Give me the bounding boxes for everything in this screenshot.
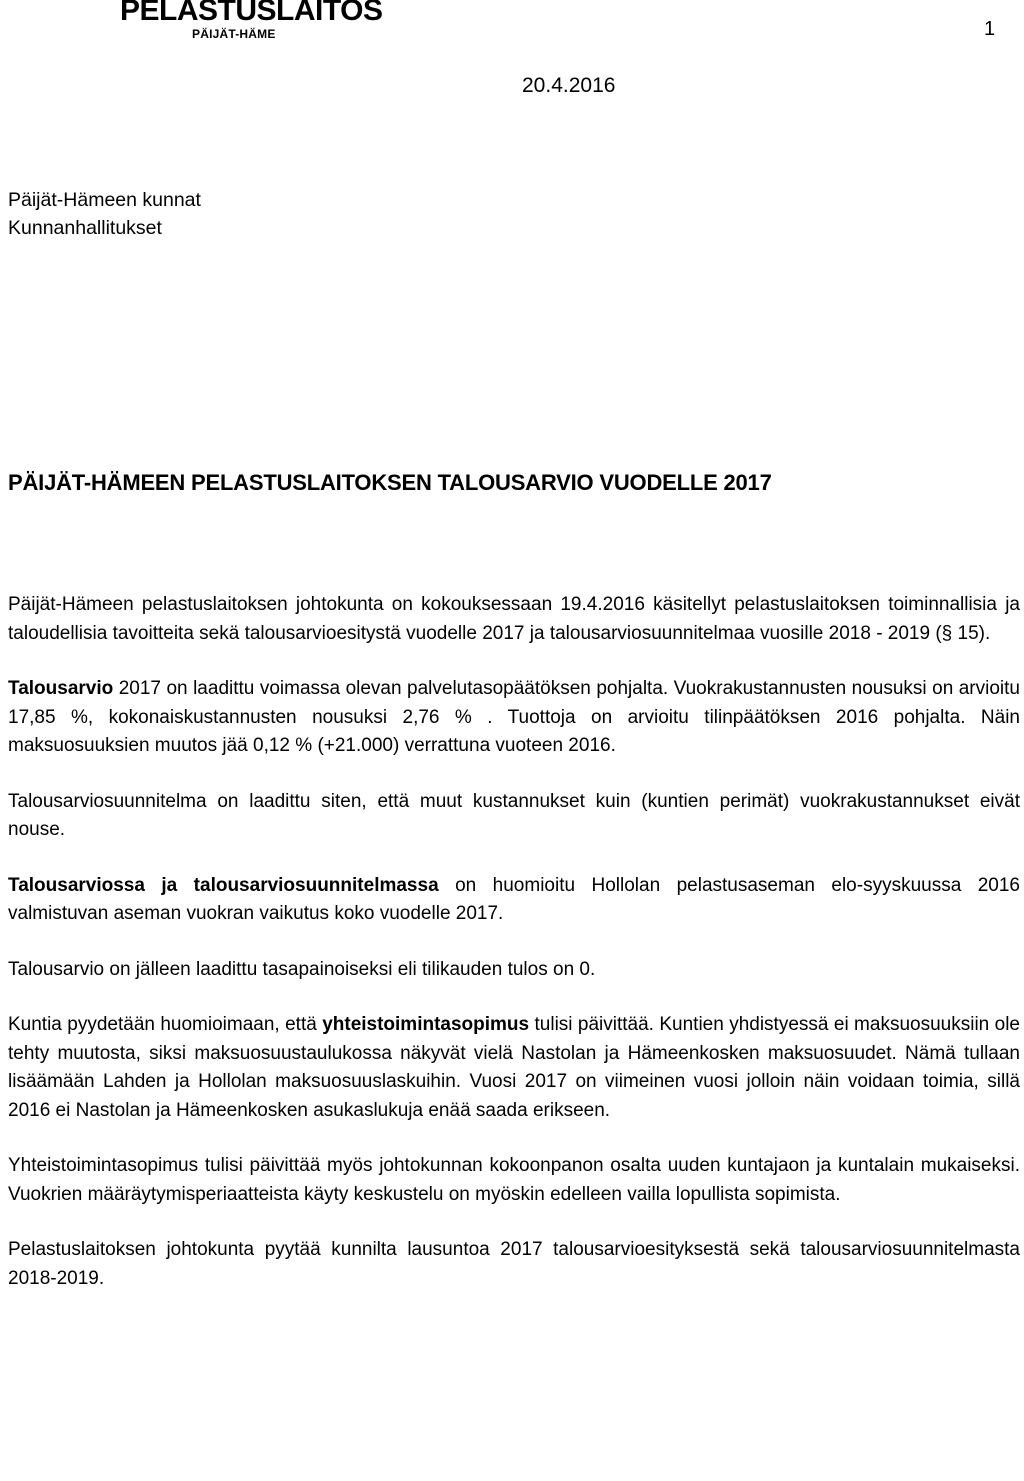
logo-region-name: PÄIJÄT-HÄME [192, 27, 276, 41]
paragraph-5: Talousarvio on jälleen laadittu tasapainoiseksi eli tilikauden tulos on 0. [8, 958, 596, 980]
document-date: 20.4.2016 [522, 74, 616, 97]
paragraph-4-bold-term: Talousarviossa ja talousarviosuunnitelmassa [8, 874, 439, 896]
paragraph-4 [8, 872, 1020, 929]
paragraph-2 [8, 675, 1020, 761]
paragraph-7: Yhteistoimintasopimus tulisi päivittää myös johtokunnan kokoonpanon osalta uuden kuntajaon ja kuntalain mukaiseksi. Vuokrien määräytymisperiaatteista käyty keskustelu on myöskin edelleen vailla lopullista sopimista. [8, 1155, 1020, 1205]
paragraph-8: Pelastuslaitoksen johtokunta pyytää kunnilta lausuntoa 2017 talousarvioesityksestä sekä talousarviosuunnitelmasta 2018-2019. [8, 1239, 1020, 1289]
page-number: 1 [984, 18, 996, 40]
recipient-block [8, 186, 201, 242]
paragraph-6-bold-term: yhteistoimintasopimus [322, 1014, 530, 1035]
paragraph-6-text-start: Kuntia pyydetään huomioimaan, että [8, 1014, 323, 1035]
paragraph-4-text: on huomioitu Hollolan pelastusaseman elo-syyskuussa 2016 valmistuvan aseman vuokran vaikutus koko vuodelle 2017. [8, 874, 1020, 924]
paragraph-6-text-end: tulisi päivittää. Kuntien yhdistyessä ei maksuosuuksiin ole tehty muutosta, siksi maksuosuustaulukossa näkyvät vielä Nastolan ja Hämeenkosken maksuosuudet. Nämä tullaan lisäämään Lahden ja Hollolan maksuosuuslaskuihin. Vuosi 2017 on viimeinen vuosi jolloin näin voidaan toimia, sillä 2016 ei Nastolan ja Hämeenkosken asukaslukuja enää saada erikseen. [8, 1014, 1020, 1121]
paragraph-2-bold-term: Talousarvio [8, 678, 114, 699]
document-body [8, 591, 1020, 1293]
paragraph-6 [8, 1011, 1020, 1125]
document-title: PÄIJÄT-HÄMEEN PELASTUSLAITOKSEN TALOUSARVIO VUODELLE 2017 [8, 470, 772, 495]
recipient-line-1: Päijät-Hämeen kunnat [8, 189, 201, 211]
organization-logo [120, 0, 383, 41]
paragraph-2-text: 2017 on laadittu voimassa olevan palvelutasopäätöksen pohjalta. Vuokrakustannusten nousuksi on arvioitu 17,85 %, kokonaiskustannusten nousuksi 2,76 % . Tuottoja on arvioitu tilinpäätöksen 2016 pohjalta. Näin maksuosuuksien muutos jää 0,12 % (+21.000) verrattuna vuoteen 2016. [8, 678, 1020, 756]
logo-organization-name: PELASTUSLAITOS [120, 0, 383, 27]
paragraph-3: Talousarviosuunnitelma on laadittu siten, että muut kustannukset kuin (kuntien perimät) vuokrakustannukset eivät nouse. [8, 790, 1020, 840]
paragraph-1: Päijät-Hämeen pelastuslaitoksen johtokunta on kokouksessaan 19.4.2016 käsitellyt pelastuslaitoksen toiminnallisia ja taloudellisia tavoitteita sekä talousarvioesitystä vuodelle 2017 ja talousarviosuunnitelmaa vuosille 2018 - 2019 (§ 15). [8, 594, 1020, 644]
letterhead [0, 0, 1024, 60]
recipient-line-2: Kunnanhallitukset [8, 217, 162, 239]
